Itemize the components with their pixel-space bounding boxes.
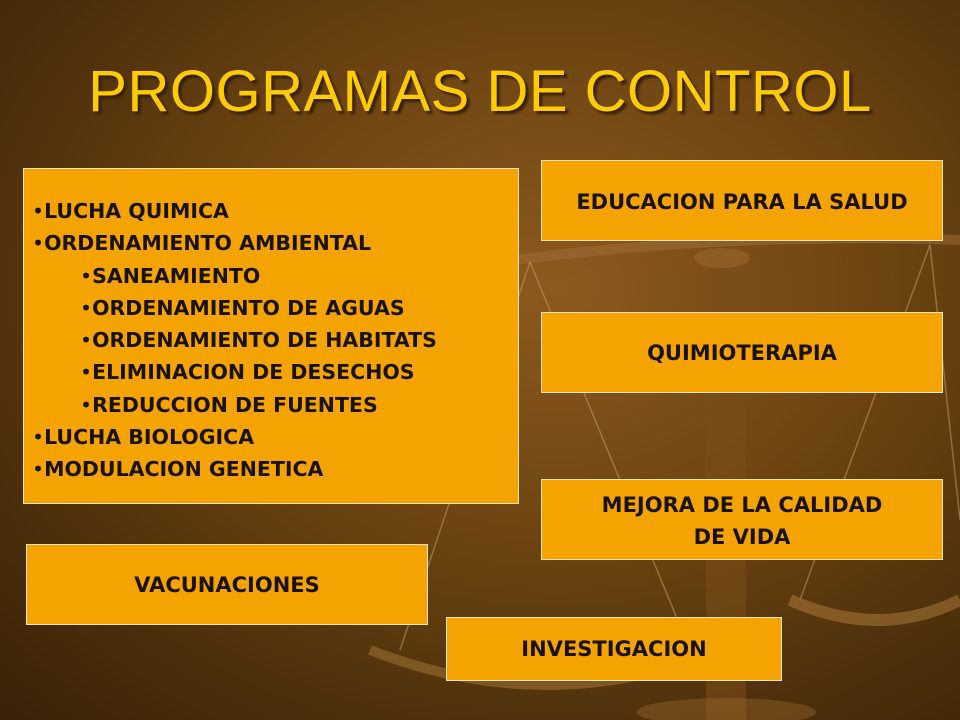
list-subitem: • SANEAMIENTO	[32, 260, 518, 292]
quimioterapia-label: QUIMIOTERAPIA	[647, 340, 837, 365]
investigacion-box	[446, 617, 782, 681]
list-subitem: • REDUCCION DE FUENTES	[32, 389, 518, 421]
list-subitem: • ORDENAMIENTO DE HABITATS	[32, 324, 518, 356]
list-item: • ORDENAMIENTO AMBIENTAL	[32, 227, 518, 259]
list-item: • MODULACION GENETICA	[32, 453, 518, 485]
quimioterapia-box	[541, 312, 943, 393]
list-item: • LUCHA BIOLOGICA	[32, 421, 518, 453]
vacunaciones-box	[26, 544, 428, 625]
list-subitem: • ORDENAMIENTO DE AGUAS	[32, 292, 518, 324]
mejora-calidad-box	[541, 479, 943, 560]
list-item: • LUCHA QUIMICA	[32, 195, 518, 227]
mejora-label-line1: MEJORA DE LA CALIDAD	[601, 492, 883, 517]
investigacion-label: INVESTIGACION	[521, 637, 707, 661]
list-subitem: • ELIMINACION DE DESECHOS	[32, 356, 518, 388]
control-methods-list	[32, 195, 518, 486]
vacunaciones-label: VACUNACIONES	[134, 572, 320, 597]
control-methods-list-box	[23, 168, 519, 504]
educacion-label: EDUCACION PARA LA SALUD	[576, 189, 908, 214]
educacion-box	[541, 160, 943, 241]
slide-title: PROGRAMAS DE CONTROL	[88, 59, 872, 124]
mejora-label-line2: DE VIDA	[693, 524, 791, 549]
